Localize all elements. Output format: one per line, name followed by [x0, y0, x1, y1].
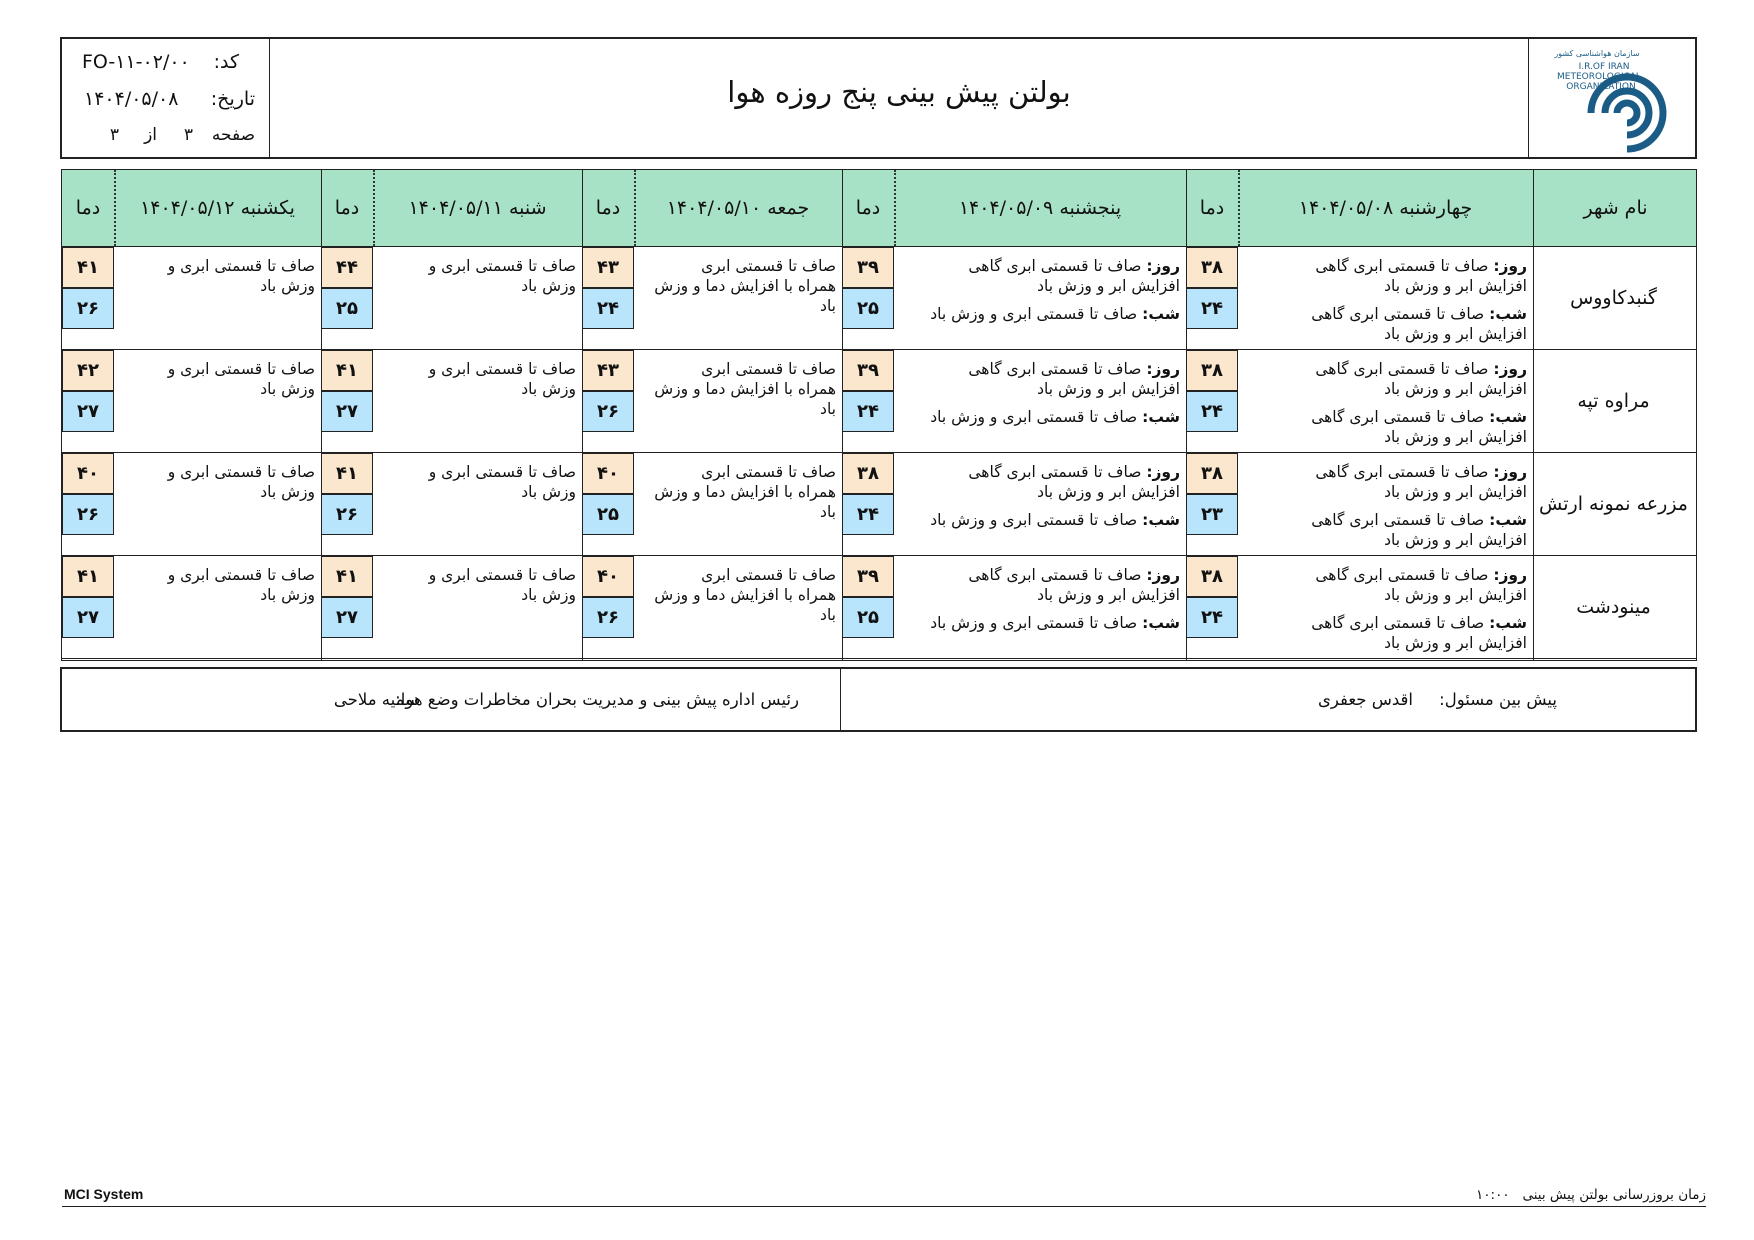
- description-line: همراه با افزایش دما و وزش: [654, 380, 836, 398]
- description-line: [1311, 510, 1527, 530]
- day-column-header: [634, 170, 842, 246]
- description-line: [1311, 530, 1527, 550]
- day-name: شنبه: [508, 197, 547, 219]
- max-temp-badge: ۴۴: [321, 247, 373, 288]
- description-line: [1315, 482, 1527, 502]
- forecast-description: [654, 565, 836, 625]
- min-temp-badge: ۲۴: [1186, 391, 1238, 432]
- city-name: مزرعه نمونه ارتش: [1539, 492, 1688, 515]
- min-temp-badge: ۲۴: [842, 391, 894, 432]
- description-line: [968, 565, 1180, 585]
- max-temp-badge: ۴۱: [62, 247, 114, 288]
- day-forecast: [968, 565, 1180, 605]
- description-line: صاف تا قسمتی ابری و: [167, 257, 315, 275]
- code-row: [62, 51, 269, 77]
- day-label: روز:: [1493, 463, 1527, 481]
- logo-org-en-1: I.R.OF IRAN: [1578, 62, 1630, 72]
- night-label: شب:: [1142, 511, 1180, 529]
- description-text: افزایش ابر و وزش باد: [1037, 380, 1180, 398]
- day-label: روز:: [1493, 257, 1527, 275]
- description-line: صاف تا قسمتی ابری و: [428, 566, 576, 584]
- min-temp-badge: ۲۴: [1186, 288, 1238, 329]
- update-label: زمان بروزرسانی بولتن پیش بینی: [1522, 1187, 1706, 1203]
- date-label: تاریخ:: [210, 88, 255, 110]
- description-line: صاف تا قسمتی ابری: [701, 566, 836, 584]
- description-line: [968, 482, 1180, 502]
- min-temp-badge: ۲۴: [1186, 597, 1238, 638]
- max-temp-badge: ۴۰: [582, 556, 634, 597]
- description-text: صاف تا قسمتی ابری گاهی: [1311, 305, 1490, 323]
- max-temp-badge: ۴۰: [582, 453, 634, 494]
- day-column-header: [114, 170, 321, 246]
- forecast-description: [654, 256, 836, 316]
- description-text: صاف تا قسمتی ابری گاهی: [1315, 257, 1494, 275]
- description-line: [1315, 462, 1527, 482]
- night-forecast: [930, 304, 1180, 324]
- max-temp-badge: ۴۱: [321, 350, 373, 391]
- description-line: [1311, 324, 1527, 344]
- description-text: افزایش ابر و وزش باد: [1384, 586, 1527, 604]
- description-line: وزش باد: [260, 483, 315, 501]
- night-label: شب:: [1142, 305, 1180, 323]
- logo-org-en-2: METEOROLOGICAL: [1557, 72, 1641, 82]
- min-temp-badge: ۲۶: [321, 494, 373, 535]
- min-temp-badge: ۲۵: [842, 288, 894, 329]
- day-label: روز:: [1493, 566, 1527, 584]
- day-forecast: [968, 256, 1180, 296]
- description-text: صاف تا قسمتی ابری گاهی: [1311, 614, 1490, 632]
- description-line: [1311, 633, 1527, 653]
- page-of: از: [144, 125, 157, 145]
- temp-column-header: دما: [595, 197, 621, 219]
- city-name: مراوه تپه: [1577, 389, 1650, 412]
- head-name: سمیه ملاحی: [333, 690, 419, 709]
- description-text: صاف تا قسمتی ابری گاهی: [968, 360, 1147, 378]
- description-line: [930, 510, 1180, 530]
- min-temp-badge: ۲۴: [842, 494, 894, 535]
- date-value: ۱۴۰۴/۰۵/۰۸: [84, 88, 179, 110]
- description-line: [1315, 565, 1527, 585]
- description-line: صاف تا قسمتی ابری: [701, 360, 836, 378]
- description-line: صاف تا قسمتی ابری و: [428, 463, 576, 481]
- description-text: افزایش ابر و وزش باد: [1037, 277, 1180, 295]
- description-text: صاف تا قسمتی ابری گاهی: [1315, 360, 1494, 378]
- page-row: [62, 125, 269, 149]
- day-label: روز:: [1493, 360, 1527, 378]
- max-temp-badge: ۳۹: [842, 350, 894, 391]
- day-date: ۱۴۰۴/۰۵/۱۲: [140, 197, 235, 219]
- day-name: یکشنبه: [240, 197, 295, 219]
- max-temp-badge: ۴۰: [62, 453, 114, 494]
- temp-column-header: دما: [1199, 197, 1225, 219]
- day-forecast: [1315, 256, 1527, 296]
- page-title: بولتن پیش بینی پنج روزه هوا: [727, 75, 1071, 109]
- description-line: [1315, 276, 1527, 296]
- logo-org-en-3: ORGANIZATION: [1566, 82, 1636, 92]
- description-line: باد: [820, 297, 836, 315]
- description-text: صاف تا قسمتی ابری گاهی: [968, 257, 1147, 275]
- min-temp-badge: ۲۶: [62, 494, 114, 535]
- bulletin-header: [60, 37, 1697, 159]
- logo-cell: [1528, 39, 1695, 157]
- description-line: وزش باد: [260, 277, 315, 295]
- description-line: [1311, 304, 1527, 324]
- min-temp-badge: ۲۳: [1186, 494, 1238, 535]
- description-line: [1311, 407, 1527, 427]
- description-line: [930, 407, 1180, 427]
- page-label: صفحه: [211, 125, 255, 145]
- description-line: صاف تا قسمتی ابری: [701, 463, 836, 481]
- max-temp-badge: ۴۱: [321, 556, 373, 597]
- meteorological-organization-logo: [1529, 39, 1695, 157]
- description-line: وزش باد: [521, 277, 576, 295]
- description-line: همراه با افزایش دما و وزش: [654, 483, 836, 501]
- description-line: صاف تا قسمتی ابری: [701, 257, 836, 275]
- night-forecast: [930, 613, 1180, 633]
- night-label: شب:: [1489, 511, 1527, 529]
- max-temp-badge: ۳۸: [1186, 350, 1238, 391]
- document-info: [62, 39, 270, 157]
- day-date: ۱۴۰۴/۰۵/۰۸: [1298, 197, 1394, 219]
- description-line: [1315, 379, 1527, 399]
- night-label: شب:: [1142, 614, 1180, 632]
- code-value: FO-۱۱-۰۲/۰۰: [82, 51, 190, 73]
- min-temp-badge: ۲۶: [62, 288, 114, 329]
- day-date: ۱۴۰۴/۰۵/۱۱: [408, 197, 503, 219]
- day-label: روز:: [1146, 463, 1180, 481]
- description-text: صاف تا قسمتی ابری گاهی: [1315, 566, 1494, 584]
- description-text: صاف تا قسمتی ابری گاهی: [968, 566, 1147, 584]
- forecast-description: [429, 256, 576, 296]
- system-name: MCI System: [64, 1186, 144, 1202]
- forecast-description: [168, 359, 315, 399]
- description-text: افزایش ابر و وزش باد: [1384, 634, 1527, 652]
- day-name: پنجشنبه: [1059, 197, 1122, 219]
- description-line: [1315, 256, 1527, 276]
- description-text: افزایش ابر و وزش باد: [1384, 277, 1527, 295]
- day-column-header: [373, 170, 582, 246]
- forecast-description: [429, 359, 576, 399]
- min-temp-badge: ۲۷: [321, 391, 373, 432]
- description-text: صاف تا قسمتی ابری گاهی: [1311, 511, 1490, 529]
- row-divider: [62, 658, 1696, 659]
- description-line: باد: [820, 400, 836, 418]
- min-temp-badge: ۲۵: [582, 494, 634, 535]
- night-forecast: [1311, 613, 1527, 653]
- signature-divider: [840, 669, 841, 730]
- code-label: کد:: [213, 51, 239, 73]
- signature-box: [60, 667, 1697, 732]
- description-text: افزایش ابر و وزش باد: [1384, 380, 1527, 398]
- description-line: [1315, 585, 1527, 605]
- city-column-header: نام شهر: [1583, 197, 1648, 219]
- description-line: وزش باد: [521, 483, 576, 501]
- description-text: صاف تا قسمتی ابری گاهی: [968, 463, 1147, 481]
- forecast-description: [168, 462, 315, 502]
- night-forecast: [1311, 510, 1527, 550]
- description-line: [930, 304, 1180, 324]
- description-line: [1311, 427, 1527, 447]
- night-forecast: [930, 510, 1180, 530]
- forecast-description: [168, 256, 315, 296]
- description-line: باد: [820, 503, 836, 521]
- night-label: شب:: [1489, 614, 1527, 632]
- forecast-description: [654, 359, 836, 419]
- max-temp-badge: ۴۱: [62, 556, 114, 597]
- update-time: ۱۰:۰۰: [1476, 1187, 1510, 1203]
- forecast-description: [429, 462, 576, 502]
- description-line: وزش باد: [521, 586, 576, 604]
- description-line: همراه با افزایش دما و وزش: [654, 586, 836, 604]
- description-line: وزش باد: [260, 380, 315, 398]
- max-temp-badge: ۳۹: [842, 247, 894, 288]
- description-line: [968, 379, 1180, 399]
- description-text: صاف تا قسمتی ابری و وزش باد: [930, 614, 1143, 632]
- description-text: افزایش ابر و وزش باد: [1384, 325, 1527, 343]
- head-label: رئیس اداره پیش بینی و مدیریت بحران مخاطرات وضع هوا:: [395, 690, 799, 709]
- night-forecast: [1311, 407, 1527, 447]
- description-text: صاف تا قسمتی ابری گاهی: [1315, 463, 1494, 481]
- forecast-description: [429, 565, 576, 605]
- max-temp-badge: ۴۱: [321, 453, 373, 494]
- page-total: ۳: [109, 125, 119, 145]
- description-line: صاف تا قسمتی ابری و: [428, 257, 576, 275]
- forecast-description: [654, 462, 836, 522]
- description-line: [968, 462, 1180, 482]
- city-name: مینودشت: [1576, 595, 1651, 618]
- footer-line: [62, 1206, 1706, 1207]
- min-temp-badge: ۲۶: [582, 391, 634, 432]
- max-temp-badge: ۳۸: [1186, 556, 1238, 597]
- day-column-header: [894, 170, 1186, 246]
- max-temp-badge: ۴۳: [582, 247, 634, 288]
- description-line: وزش باد: [521, 380, 576, 398]
- min-temp-badge: ۲۷: [62, 391, 114, 432]
- description-text: افزایش ابر و وزش باد: [1384, 483, 1527, 501]
- night-forecast: [1311, 304, 1527, 344]
- description-text: صاف تا قسمتی ابری و وزش باد: [930, 305, 1143, 323]
- day-forecast: [1315, 359, 1527, 399]
- description-line: همراه با افزایش دما و وزش: [654, 277, 836, 295]
- night-forecast: [930, 407, 1180, 427]
- day-label: روز:: [1146, 257, 1180, 275]
- page-current: ۳: [183, 125, 193, 145]
- day-forecast: [968, 359, 1180, 399]
- description-line: وزش باد: [260, 586, 315, 604]
- day-name: جمعه: [767, 197, 810, 219]
- day-date: ۱۴۰۴/۰۵/۱۰: [666, 197, 762, 219]
- description-line: [968, 359, 1180, 379]
- forecaster-label: پیش بین مسئول:: [1439, 690, 1557, 709]
- min-temp-badge: ۲۷: [321, 597, 373, 638]
- day-forecast: [1315, 462, 1527, 502]
- description-line: باد: [820, 606, 836, 624]
- night-label: شب:: [1489, 408, 1527, 426]
- max-temp-badge: ۴۲: [62, 350, 114, 391]
- day-forecast: [1315, 565, 1527, 605]
- max-temp-badge: ۳۸: [1186, 247, 1238, 288]
- day-label: روز:: [1146, 360, 1180, 378]
- night-label: شب:: [1142, 408, 1180, 426]
- min-temp-badge: ۲۵: [321, 288, 373, 329]
- description-line: [968, 256, 1180, 276]
- description-line: [1311, 613, 1527, 633]
- day-forecast: [968, 462, 1180, 502]
- description-line: [1315, 359, 1527, 379]
- night-label: شب:: [1489, 305, 1527, 323]
- day-name: چهارشنبه: [1399, 197, 1473, 219]
- day-label: روز:: [1146, 566, 1180, 584]
- day-date: ۱۴۰۴/۰۵/۰۹: [958, 197, 1054, 219]
- description-text: صاف تا قسمتی ابری و وزش باد: [930, 511, 1143, 529]
- description-line: [968, 585, 1180, 605]
- description-text: افزایش ابر و وزش باد: [1037, 586, 1180, 604]
- description-line: صاف تا قسمتی ابری و: [167, 566, 315, 584]
- description-line: صاف تا قسمتی ابری و: [428, 360, 576, 378]
- max-temp-badge: ۴۳: [582, 350, 634, 391]
- logo-org-fa: سازمان هواشناسی کشور: [1554, 49, 1640, 58]
- max-temp-badge: ۳۸: [842, 453, 894, 494]
- forecast-table: [61, 169, 1697, 661]
- description-text: صاف تا قسمتی ابری گاهی: [1311, 408, 1490, 426]
- max-temp-badge: ۳۹: [842, 556, 894, 597]
- description-line: [968, 276, 1180, 296]
- description-line: [930, 613, 1180, 633]
- forecast-description: [168, 565, 315, 605]
- description-text: افزایش ابر و وزش باد: [1384, 428, 1527, 446]
- description-text: افزایش ابر و وزش باد: [1384, 531, 1527, 549]
- forecaster-name: اقدس جعفری: [1317, 690, 1413, 709]
- day-column-header: [1238, 170, 1533, 246]
- max-temp-badge: ۳۸: [1186, 453, 1238, 494]
- min-temp-badge: ۲۵: [842, 597, 894, 638]
- min-temp-badge: ۲۶: [582, 597, 634, 638]
- date-row: [62, 88, 269, 114]
- description-line: صاف تا قسمتی ابری و: [167, 360, 315, 378]
- description-text: صاف تا قسمتی ابری و وزش باد: [930, 408, 1143, 426]
- temp-column-header: دما: [334, 197, 360, 219]
- temp-column-header: دما: [75, 197, 101, 219]
- temp-column-header: دما: [855, 197, 881, 219]
- description-line: صاف تا قسمتی ابری و: [167, 463, 315, 481]
- min-temp-badge: ۲۷: [62, 597, 114, 638]
- city-name: گنبدکاووس: [1570, 286, 1657, 309]
- min-temp-badge: ۲۴: [582, 288, 634, 329]
- update-info: [1476, 1187, 1706, 1203]
- description-text: افزایش ابر و وزش باد: [1037, 483, 1180, 501]
